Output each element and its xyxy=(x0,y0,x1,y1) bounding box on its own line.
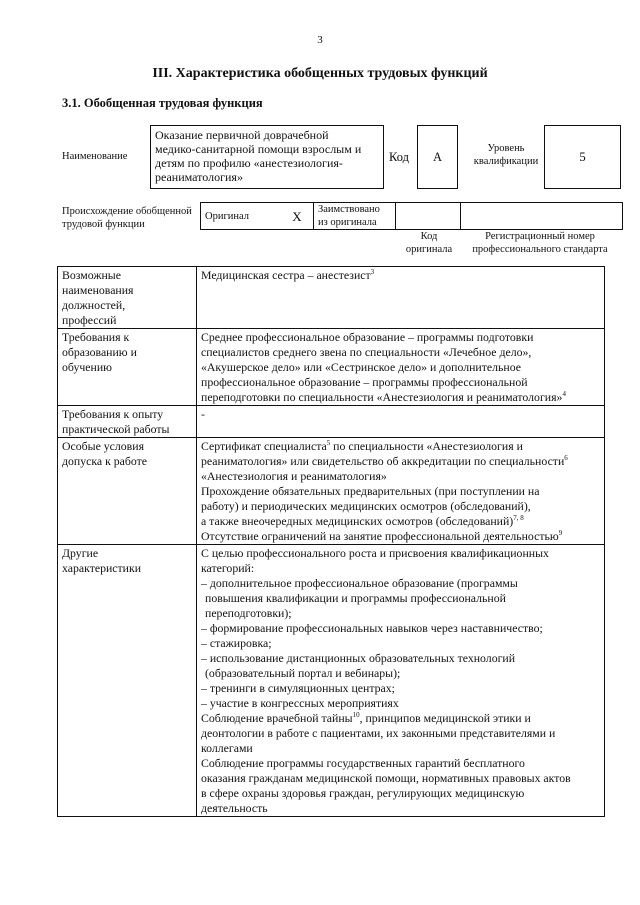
text-line: коллегами xyxy=(201,741,253,755)
original-code-cell xyxy=(396,203,461,230)
list-item-cont: (образовательный портал и вебинары); xyxy=(205,666,401,680)
row-value-positions xyxy=(197,267,605,329)
text-line: деонтологии в работе с пациентами, их законными представителями и xyxy=(201,726,556,740)
position-title: Медицинская сестра – анестезист xyxy=(201,268,371,282)
text-line: реаниматология» или свидетельство об аккредитации по специальности xyxy=(201,454,565,468)
caption-line: профессионального стандарта xyxy=(472,244,608,255)
text-line: переподготовки по специальности «Анестезиология и реаниматология» xyxy=(201,390,563,404)
label-line: профессий xyxy=(62,313,117,327)
original-mark-cell xyxy=(281,203,314,230)
original-mark: X xyxy=(292,208,302,224)
table-row xyxy=(58,438,605,545)
borrowed-cell xyxy=(314,203,396,230)
origin-label-line: Происхождение обобщенной xyxy=(62,206,192,217)
text-line: - xyxy=(201,407,205,421)
text-line: по специальности «Анестезиология и xyxy=(330,439,523,453)
label-line: Требования к опыту xyxy=(62,407,164,421)
code-value-box xyxy=(417,125,458,189)
text-line: Соблюдение врачебной тайны xyxy=(201,711,353,725)
text-line: «Анестезиология и реаниматология» xyxy=(201,469,387,483)
list-item: – формирование профессиональных навыков через наставничество; xyxy=(201,621,543,635)
row-label-education xyxy=(58,329,197,406)
row-label-positions xyxy=(58,267,197,329)
footnote-ref: 4 xyxy=(562,390,566,399)
level-label-line: квалификации xyxy=(473,156,539,167)
subsection-title: 3.1. Обобщенная трудовая функция xyxy=(62,96,263,110)
footnote-ref: 9 xyxy=(558,529,563,538)
caption-line: Код xyxy=(420,231,438,242)
code-value: А xyxy=(432,149,443,164)
borrowed-label-line: из оригинала xyxy=(318,217,377,228)
label-line: образованию и xyxy=(62,345,137,359)
label-line: Особые условия xyxy=(62,439,144,453)
characteristics-table xyxy=(57,266,605,817)
table-row xyxy=(58,545,605,817)
list-item: – использование дистанционных образовательных технологий xyxy=(201,651,516,665)
label-line: наименования xyxy=(62,283,134,297)
list-item: – стажировка; xyxy=(201,636,272,650)
label-line: Требования к xyxy=(62,330,130,344)
text-line: Прохождение обязательных предварительных (при поступлении на xyxy=(201,484,540,498)
list-item-cont: повышения квалификации и программы профессиональной xyxy=(205,591,506,605)
label-line: обучению xyxy=(62,360,112,374)
function-name-line: реаниматология» xyxy=(155,170,243,184)
text-line: работу) и периодических медицинских осмотров (обследований), xyxy=(201,499,531,513)
function-name-line: Оказание первичной доврачебной xyxy=(155,128,329,142)
borrowed-label-line: Заимствовано xyxy=(318,204,380,215)
text-line: Отсутствие ограничений на занятие профессиональной деятельностью xyxy=(201,529,559,543)
origin-table xyxy=(200,202,623,230)
original-label: Оригинал xyxy=(205,210,249,222)
row-label-experience xyxy=(58,406,197,438)
row-label-special-conditions xyxy=(58,438,197,545)
row-label-other xyxy=(58,545,197,817)
text-line: деятельность xyxy=(201,801,268,815)
list-item: – тренинги в симуляционных центрах; xyxy=(201,681,395,695)
original-code-caption xyxy=(402,230,456,256)
function-name-line: медико-санитарной помощи взрослым и xyxy=(155,142,362,156)
list-item: – участие в конгрессных мероприятиях xyxy=(201,696,399,710)
label-line: Другие xyxy=(62,546,99,560)
footnote-ref: 6 xyxy=(564,454,568,463)
row-value-education xyxy=(197,329,605,406)
code-label: Код xyxy=(389,150,409,164)
qualification-level-box xyxy=(544,125,621,189)
row-value-experience xyxy=(197,406,605,438)
caption-line: оригинала xyxy=(405,244,453,255)
text-line: «Акушерское дело» или «Сестринское дело» и дополнительное xyxy=(201,360,521,374)
table-row xyxy=(58,267,605,329)
footnote-ref: 3 xyxy=(370,268,375,277)
text-line: , принципов медицинской этики и xyxy=(359,711,531,725)
footnote-ref: 5 xyxy=(326,439,331,448)
label-line: должностей, xyxy=(62,298,126,312)
text-line: профессиональное образование – программы профессиональной xyxy=(201,375,528,389)
function-name-line: детям по профилю «анестезиология- xyxy=(155,156,343,170)
text-line: Среднее профессиональное образование – программы подготовки xyxy=(201,330,534,344)
function-name-box xyxy=(150,125,384,189)
qualification-level-value: 5 xyxy=(579,149,586,164)
list-item: – дополнительное профессиональное образование (программы xyxy=(201,576,518,590)
level-label-line: Уровень xyxy=(487,143,525,154)
text-line: в сфере охраны здоровья граждан, регулирующих медицинскую xyxy=(201,786,525,800)
footnote-ref: 7, 8 xyxy=(513,514,524,523)
origin-label xyxy=(62,205,192,231)
row-value-special-conditions xyxy=(197,438,605,545)
label-line: практической работы xyxy=(62,422,170,436)
row-value-other xyxy=(197,545,605,817)
text-line: категорий: xyxy=(201,561,255,575)
name-label: Наименование xyxy=(62,151,128,162)
page-number: 3 xyxy=(317,34,323,46)
caption-line: Регистрационный номер xyxy=(485,231,595,242)
text-line: Соблюдение программы государственных гарантий бесплатного xyxy=(201,756,525,770)
label-line: Возможные xyxy=(62,268,121,282)
label-line: характеристики xyxy=(62,561,142,575)
text-line: Сертификат специалиста xyxy=(201,439,327,453)
text-line: С целью профессионального роста и присвоения квалификационных xyxy=(201,546,549,560)
section-title: III. Характеристика обобщенных трудовых функций xyxy=(152,66,488,81)
qualification-level-label xyxy=(456,142,556,168)
registration-number-cell xyxy=(461,203,623,230)
footnote-ref: 10 xyxy=(352,711,360,720)
text-line: специалистов среднего звена по специальности «Лечебное дело», xyxy=(201,345,532,359)
label-line: допуска к работе xyxy=(62,454,148,468)
original-label-cell xyxy=(201,203,282,230)
origin-label-line: трудовой функции xyxy=(62,219,145,230)
registration-number-caption xyxy=(460,230,620,256)
table-row xyxy=(58,329,605,406)
text-line: оказания гражданам медицинской помощи, нормативных правовых актов xyxy=(201,771,571,785)
text-line: а также внеочередных медицинских осмотров (обследований) xyxy=(201,514,514,528)
list-item-cont: переподготовки); xyxy=(205,606,292,620)
table-row xyxy=(58,406,605,438)
